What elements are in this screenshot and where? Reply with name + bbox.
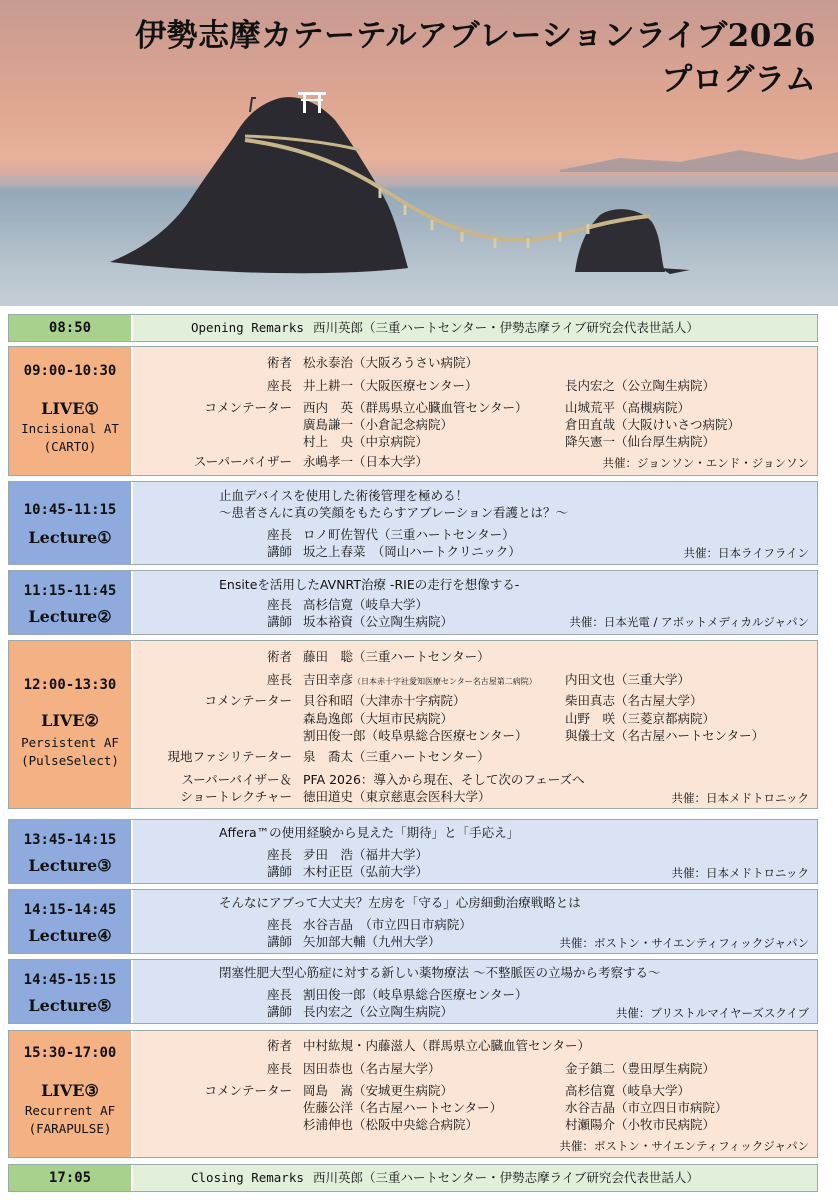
live3-session xyxy=(8,1030,818,1158)
lecture3-label-cell xyxy=(9,820,131,883)
operator-name: 藤田 聡（三重ハートセンター） xyxy=(303,649,490,664)
title-line-1: 伊勢志摩カテーテルアブレーションライブ2026 xyxy=(135,18,816,54)
lecture4-content xyxy=(133,890,817,953)
lecture-topic: 止血デバイスを使用した術後管理を極める！ xyxy=(219,488,469,503)
page-title xyxy=(135,16,816,100)
lecture-topic: 閉塞性肥大型心筋症に対する新しい薬物療法 ～不整脈医の立場から考察する～ xyxy=(219,965,661,980)
lecture1-title: Lecture① xyxy=(28,528,112,547)
role-chair: 座長 xyxy=(266,847,292,862)
live3-system: (FARAPULSE) xyxy=(28,1121,112,1136)
lecture3-session xyxy=(8,819,818,884)
role-operator: 術者 xyxy=(266,355,292,370)
role-operator: 術者 xyxy=(266,649,292,664)
role-lecturer: 講師 xyxy=(266,864,292,879)
role-commentator: コメンテーター xyxy=(204,693,292,708)
sponsor: 共催：ボストン・サイエンティフィックジャパン xyxy=(559,936,809,950)
live1-title: LIVE① xyxy=(41,399,99,418)
chair-name: 高杉信寛（岐阜大学） xyxy=(303,597,429,612)
commentator-name: 西内 英（群馬県立心臓血管センター） xyxy=(303,400,528,415)
chair-name: ロノ町佐智代（三重ハートセンター） xyxy=(303,527,515,542)
lecture2-session xyxy=(8,570,818,635)
lecture5-content xyxy=(133,960,817,1023)
role-chair: 座長 xyxy=(266,987,292,1002)
opening-time: 08:50 xyxy=(48,320,92,336)
sponsor: 共催：日本光電 / アボットメディカルジャパン xyxy=(569,615,809,629)
commentator-name: 岡島 嵩（安城更生病院） xyxy=(303,1083,454,1098)
lecture1-session xyxy=(8,481,818,565)
chair-name: 内田文也（三重大学） xyxy=(565,672,691,687)
lecture2-content xyxy=(133,571,817,634)
live1-label-cell xyxy=(9,347,131,475)
lecture2-label-cell xyxy=(9,571,131,634)
opening-row xyxy=(8,314,818,342)
closing-speaker: 西川英郎（三重ハートセンター・伊勢志摩ライブ研究会代表世話人） xyxy=(313,1170,699,1185)
lecture5-title: Lecture⑤ xyxy=(28,996,112,1015)
commentator-name: 山城荒平（高槻病院） xyxy=(565,400,691,415)
sponsor: 共催：日本メドトロニック xyxy=(671,866,809,880)
lecture1-label-cell xyxy=(9,482,131,564)
role-chair: 座長 xyxy=(266,378,292,393)
chair-name: 水谷吉晶 （市立四日市病院） xyxy=(303,917,472,932)
chair-name xyxy=(303,671,537,691)
lecture5-session xyxy=(8,959,818,1024)
opening-label: Opening Remarks xyxy=(191,320,304,335)
sponsor: 共催：ジョンソン・エンド・ジョンソン xyxy=(602,456,809,470)
role-supervisor: スーパーバイザー＆ xyxy=(181,772,292,787)
hero-photo xyxy=(0,0,838,306)
lecture2-title: Lecture② xyxy=(28,607,112,626)
live2-label-cell xyxy=(9,641,131,808)
title-line-2: プログラム xyxy=(661,62,816,98)
role-supervisor: スーパーバイザー xyxy=(193,454,292,469)
chair-name: 井上耕一（大阪医療センター） xyxy=(303,378,478,393)
lecture4-title: Lecture④ xyxy=(28,926,112,945)
live3-title: LIVE③ xyxy=(41,1081,99,1100)
commentator-name: 與儀士文（名古屋ハートセンター） xyxy=(565,728,765,743)
live3-time: 15:30-17:00 xyxy=(23,1045,117,1061)
closing-row xyxy=(8,1164,818,1192)
lecture3-content xyxy=(133,820,817,883)
facilitator-name: 泉 喬太（三重ハートセンター） xyxy=(303,749,490,764)
live3-case: Recurrent AF xyxy=(24,1103,116,1118)
operator-name: 中村紘規・内藤滋人（群馬県立心臓血管センター） xyxy=(303,1038,591,1053)
lecture5-label-cell xyxy=(9,960,131,1023)
commentator-name: 廣島謙一（小倉記念病院） xyxy=(303,417,454,432)
sponsor: 共催：日本メドトロニック xyxy=(671,791,809,805)
lecturer-name: 矢加部大輔（九州大学） xyxy=(303,934,441,949)
lecturer-name: 木村正臣（弘前大学） xyxy=(303,864,429,879)
role-chair: 座長 xyxy=(266,917,292,932)
lecture3-title: Lecture③ xyxy=(28,856,112,875)
live2-content xyxy=(133,641,817,808)
role-short-lecture: ショートレクチャー xyxy=(180,789,292,804)
live2-case: Persistent AF xyxy=(21,735,119,750)
supervisor-name: 永嶋孝一（日本大学） xyxy=(303,454,429,469)
commentator-name: 村瀬陽介（小牧市民病院） xyxy=(565,1117,716,1132)
commentator-name: 降矢憲一（仙台厚生病院） xyxy=(565,434,716,449)
opening-content xyxy=(133,315,817,341)
lecture1-content xyxy=(133,482,817,564)
opening-speaker: 西川英郎（三重ハートセンター・伊勢志摩ライブ研究会代表世話人） xyxy=(313,320,699,335)
lecture-topic: Affera™の使用経験から見えた「期待」と「手応え」 xyxy=(219,825,520,840)
lecture-topic: そんなにアブって大丈夫？左房を「守る」心房細動治療戦略とは xyxy=(219,895,581,910)
live1-system: (CARTO) xyxy=(43,439,97,454)
role-chair: 座長 xyxy=(266,1061,292,1076)
chair-name-text: 吉田幸彦 xyxy=(303,672,354,687)
sponsor: 共催：ブリストルマイヤーズスクイブ xyxy=(615,1006,809,1020)
role-lecturer: 講師 xyxy=(266,934,292,949)
role-operator: 術者 xyxy=(266,1038,292,1053)
commentator-name: 佐藤公洋（名古屋ハートセンター） xyxy=(303,1100,503,1115)
commentator-name: 高杉信寛（岐阜大学） xyxy=(565,1083,691,1098)
commentator-name: 水谷吉晶（市立四日市病院） xyxy=(565,1100,728,1115)
short-lecture-topic: PFA 2026：導入から現在、そして次のフェーズへ xyxy=(303,772,585,787)
closing-label: Closing Remarks xyxy=(191,1170,304,1185)
chair-name: 因田恭也（名古屋大学） xyxy=(303,1061,441,1076)
chair-name: 金子鎮二（豊田厚生病院） xyxy=(565,1061,716,1076)
supervisor-name: 徳田道史（東京慈恵会医科大学） xyxy=(303,789,491,804)
commentator-name: 杉浦伸也（松阪中央総合病院） xyxy=(303,1117,479,1132)
lecture-topic: Ensiteを活用したAVNRT治療 -RIEの走行を想像する- xyxy=(219,577,520,592)
chair-name: 割田俊一郎（岐阜県総合医療センター） xyxy=(303,987,528,1002)
opening-time-cell xyxy=(9,315,131,341)
commentator-name: 村上 央（中京病院） xyxy=(303,434,429,449)
commentator-name: 倉田直哉（大阪けいさつ病院） xyxy=(565,417,741,432)
role-commentator: コメンテーター xyxy=(204,1083,292,1098)
lecture4-label-cell xyxy=(9,890,131,953)
live1-session xyxy=(8,346,818,476)
chair-name: 長内宏之（公立陶生病院） xyxy=(565,378,716,393)
role-facilitator: 現地ファシリテーター xyxy=(167,749,292,764)
commentator-name: 割田俊一郎（岐阜県総合医療センター） xyxy=(303,728,528,743)
lecturer-name: 長内宏之（公立陶生病院） xyxy=(303,1004,454,1019)
role-lecturer: 講師 xyxy=(266,544,292,559)
operator-name: 松永泰治（大阪ろうさい病院） xyxy=(303,355,479,370)
lecturer-name: 坂之上春菜 （岡山ハートクリニック） xyxy=(303,544,521,559)
closing-time: 17:05 xyxy=(48,1170,92,1186)
sponsor: 共催：ボストン・サイエンティフィックジャパン xyxy=(559,1139,809,1153)
role-lecturer: 講師 xyxy=(266,1004,292,1019)
lecture4-session xyxy=(8,889,818,954)
role-chair: 座長 xyxy=(266,597,292,612)
lecture-topic-subtitle: ～患者さんに真の笑顔をもたらすアブレーション看護とは？～ xyxy=(219,505,569,520)
live2-time: 12:00-13:30 xyxy=(23,677,117,693)
commentator-name: 森島逸郎（大垣市民病院） xyxy=(303,711,454,726)
role-chair: 座長 xyxy=(266,672,292,687)
chair-name: 夛田 浩（福井大学） xyxy=(303,847,429,862)
role-chair: 座長 xyxy=(266,527,292,542)
live3-content xyxy=(133,1031,817,1157)
live3-label-cell xyxy=(9,1031,131,1157)
live1-case: Incisional AT xyxy=(21,421,119,436)
lecturer-name: 坂本裕資（公立陶生病院） xyxy=(303,614,454,629)
sponsor: 共催：日本ライフライン xyxy=(683,546,809,560)
role-lecturer: 講師 xyxy=(266,614,292,629)
lecture2-time: 11:15-11:45 xyxy=(23,583,117,599)
lecture1-time: 10:45-11:15 xyxy=(23,502,117,518)
role-commentator: コメンテーター xyxy=(204,400,292,415)
closing-time-cell xyxy=(9,1165,131,1191)
live1-time: 09:00-10:30 xyxy=(23,363,117,379)
chair-affiliation: （日本赤十字社愛知医療センター名古屋第二病院） xyxy=(353,677,537,686)
live1-content xyxy=(133,347,817,475)
live2-system: (PulseSelect) xyxy=(21,753,119,768)
commentator-name: 山野 咲（三菱京都病院） xyxy=(565,711,716,726)
commentator-name: 貝谷和昭（大津赤十字病院） xyxy=(303,693,466,708)
lecture3-time: 13:45-14:15 xyxy=(23,832,117,848)
live2-title: LIVE② xyxy=(41,711,99,730)
lecture5-time: 14:45-15:15 xyxy=(23,972,117,988)
live2-session xyxy=(8,640,818,809)
commentator-name: 柴田真志（名古屋大学） xyxy=(565,693,703,708)
lecture4-time: 14:15-14:45 xyxy=(23,902,117,918)
closing-content xyxy=(133,1165,817,1191)
